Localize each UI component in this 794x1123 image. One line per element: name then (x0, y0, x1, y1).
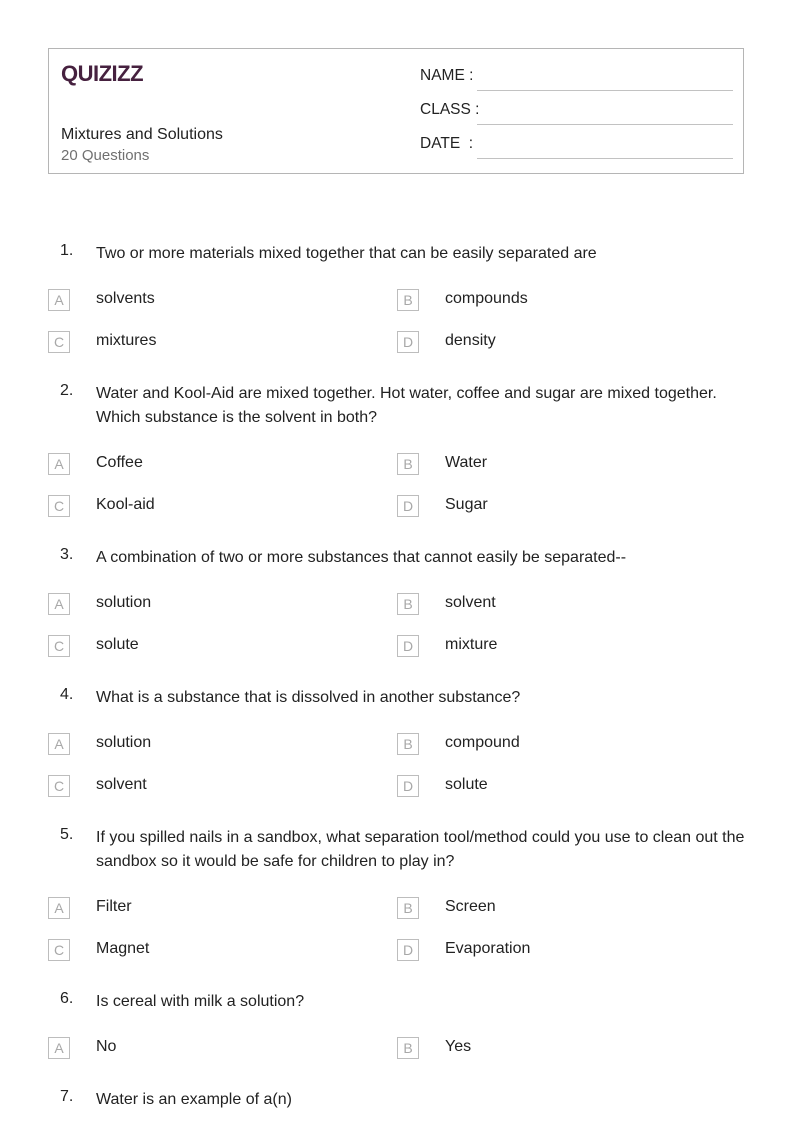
option-d[interactable] (397, 495, 697, 519)
option-b[interactable] (397, 897, 697, 921)
option-text: Yes (445, 1038, 472, 1055)
option-letter-box: D (397, 495, 419, 517)
option-letter-box: C (48, 635, 70, 657)
option-letter-box: B (397, 733, 419, 755)
option-a[interactable] (48, 593, 348, 617)
option-b[interactable] (397, 593, 697, 617)
option-text: solvent (445, 594, 496, 611)
date-label: DATE : (420, 135, 474, 152)
question-count: 20 Questions (61, 147, 150, 164)
option-c[interactable] (48, 775, 348, 799)
question-number: 1. (60, 242, 74, 259)
option-letter-box: D (397, 775, 419, 797)
option-letter-box: A (48, 593, 70, 615)
option-text: solution (96, 594, 152, 611)
option-c[interactable] (48, 635, 348, 659)
option-text: solute (445, 776, 488, 793)
class-label: CLASS : (420, 101, 480, 118)
option-text: Sugar (445, 496, 488, 513)
worksheet-header (48, 48, 744, 174)
option-text: solvents (96, 290, 155, 307)
option-letter-box: B (397, 453, 419, 475)
option-b[interactable] (397, 1037, 697, 1061)
option-c[interactable] (48, 331, 348, 355)
question-number: 5. (60, 826, 74, 843)
option-letter-box: C (48, 331, 70, 353)
question-number: 7. (60, 1088, 74, 1105)
option-text: Magnet (96, 940, 150, 957)
option-text: solution (96, 734, 152, 751)
option-d[interactable] (397, 775, 697, 799)
question-text: What is a substance that is dissolved in another substance? (96, 689, 521, 706)
option-text: mixtures (96, 332, 157, 349)
option-letter-box: A (48, 1037, 70, 1059)
question-text: Water is an example of a(n) (96, 1091, 292, 1108)
option-letter-box: A (48, 289, 70, 311)
logo-wordmark: QUIZIZZ (61, 61, 144, 86)
option-letter-box: C (48, 775, 70, 797)
option-c[interactable] (48, 495, 348, 519)
name-label: NAME : (420, 67, 474, 84)
option-text: Evaporation (445, 940, 531, 957)
option-text: Kool-aid (96, 496, 155, 513)
option-text: solvent (96, 776, 147, 793)
name-field[interactable] (420, 67, 733, 91)
option-text: No (96, 1038, 117, 1055)
option-text: compound (445, 734, 520, 751)
option-letter-box: D (397, 635, 419, 657)
option-d[interactable] (397, 939, 697, 963)
question-number: 2. (60, 382, 74, 399)
option-b[interactable] (397, 453, 697, 477)
option-letter-box: A (48, 733, 70, 755)
option-letter-box: C (48, 939, 70, 961)
option-b[interactable] (397, 733, 697, 757)
option-letter-box: B (397, 1037, 419, 1059)
question-text: A combination of two or more substances that cannot easily be separated-- (96, 549, 627, 566)
question-text: Water and Kool-Aid are mixed together. Hot water, coffee and sugar are mixed together. Which substance is the solvent in both? (96, 385, 717, 426)
option-letter-box: A (48, 897, 70, 919)
question-text: Two or more materials mixed together that can be easily separated are (96, 245, 597, 262)
option-letter-box: D (397, 939, 419, 961)
date-field[interactable] (420, 135, 733, 159)
option-d[interactable] (397, 635, 697, 659)
option-letter-box: A (48, 453, 70, 475)
question-number: 4. (60, 686, 74, 703)
option-a[interactable] (48, 1037, 348, 1061)
option-b[interactable] (397, 289, 697, 313)
class-line[interactable] (477, 124, 733, 125)
class-field[interactable] (420, 101, 733, 125)
question-number: 6. (60, 990, 74, 1007)
quizizz-logo-mark (61, 59, 153, 89)
question-number: 3. (60, 546, 74, 563)
option-text: density (445, 332, 496, 349)
option-letter-box: B (397, 897, 419, 919)
option-a[interactable] (48, 733, 348, 757)
question-text: Is cereal with milk a solution? (96, 993, 305, 1010)
option-text: solute (96, 636, 139, 653)
option-text: compounds (445, 290, 528, 307)
option-text: Coffee (96, 454, 143, 471)
worksheet-title: Mixtures and Solutions (61, 126, 223, 143)
option-letter-box: B (397, 289, 419, 311)
question-text: If you spilled nails in a sandbox, what separation tool/method could you use to clean out the sandbox so it would be safe for children to play in? (96, 829, 745, 870)
option-letter-box: B (397, 593, 419, 615)
option-text: Filter (96, 898, 132, 915)
option-text: Screen (445, 898, 496, 915)
date-line[interactable] (477, 158, 733, 159)
name-line[interactable] (477, 90, 733, 91)
option-text: Water (445, 454, 488, 471)
option-d[interactable] (397, 331, 697, 355)
option-a[interactable] (48, 453, 348, 477)
option-letter-box: D (397, 331, 419, 353)
option-a[interactable] (48, 289, 348, 313)
option-a[interactable] (48, 897, 348, 921)
option-text: mixture (445, 636, 498, 653)
quizizz-logo (61, 59, 153, 94)
option-letter-box: C (48, 495, 70, 517)
option-c[interactable] (48, 939, 348, 963)
